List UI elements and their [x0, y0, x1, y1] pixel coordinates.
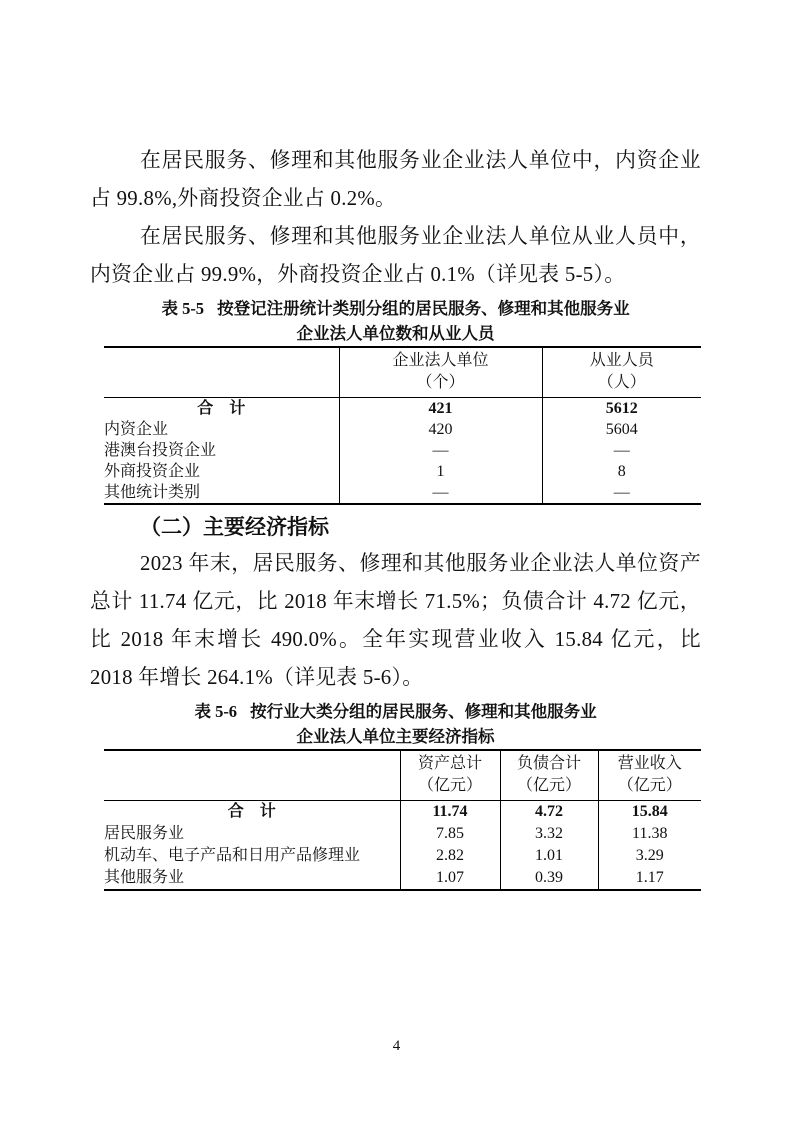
- header-title: 从业人员: [589, 352, 654, 369]
- table-header-cell-legal-units: [339, 347, 542, 398]
- cell-value: 2.82: [400, 845, 500, 867]
- table-5-6-header-row: [104, 750, 701, 801]
- row-label: 其他服务业: [104, 869, 185, 886]
- cell-value: 421: [339, 398, 542, 420]
- header-unit: （人）: [597, 374, 646, 391]
- table-row: [104, 482, 701, 504]
- cell-value: 11.38: [598, 823, 701, 845]
- cell-value: —: [542, 482, 701, 504]
- table-5-5-header-row: [104, 347, 701, 398]
- table-5-6-caption-prefix: 表 5-6: [194, 702, 238, 721]
- table-header-cell-empty: [104, 347, 339, 398]
- table-row: [104, 867, 701, 890]
- section-heading-economic-indicators: （二）主要经济指标: [140, 515, 329, 539]
- cell-value: 1.17: [598, 867, 701, 890]
- cell-value: 1.07: [400, 867, 500, 890]
- header-title: 营业收入: [617, 755, 682, 772]
- header-title: 负债合计: [516, 755, 581, 772]
- row-label: 合 计: [227, 803, 276, 820]
- cell-value: 5604: [542, 419, 701, 440]
- table-header-cell-revenue: [598, 750, 701, 801]
- table-5-5-caption-prefix: 表 5-5: [161, 299, 205, 318]
- table-5-5-caption: [90, 296, 701, 346]
- header-unit: （个）: [416, 374, 465, 391]
- page-number: 4: [392, 1038, 401, 1054]
- paragraph-economic-indicators: 2023 年末，居民服务、修理和其他服务业企业法人单位资产总计 11.74 亿元，比 2018 年末增长 71.5%；负债合计 4.72 亿元，比 2018 年末增长 490.0%。全年实现营业收入 15.84 亿元，比 2018 年增长 264.1%（详见表 5-6）。: [90, 552, 701, 689]
- row-label: 内资企业: [104, 421, 169, 438]
- table-row-total: [104, 801, 701, 824]
- table-row: [104, 823, 701, 845]
- row-label: 居民服务业: [104, 825, 185, 842]
- cell-value: 1: [339, 461, 542, 482]
- table-header-cell-empty: [104, 750, 400, 801]
- cell-value: 8: [542, 461, 701, 482]
- paragraph-employment-share: 在居民服务、修理和其他服务业企业法人单位从业人员中，内资企业占 99.9%，外商投资企业占 0.1%（详见表 5-5）。: [90, 225, 701, 286]
- table-5-5-caption-line2: 企业法人单位数和从业人员: [296, 324, 495, 343]
- row-label: 合 计: [197, 400, 246, 417]
- table-row: [104, 845, 701, 867]
- cell-value: 4.72: [500, 801, 598, 824]
- row-label: 港澳台投资企业: [104, 442, 217, 459]
- header-unit: （亿元）: [417, 777, 482, 794]
- header-unit: （亿元）: [516, 777, 581, 794]
- cell-value: 5612: [542, 398, 701, 420]
- table-header-cell-liabilities: [500, 750, 598, 801]
- cell-value: —: [542, 440, 701, 461]
- table-5-6-caption-line2: 企业法人单位主要经济指标: [296, 727, 495, 746]
- cell-value: 11.74: [400, 801, 500, 824]
- table-header-cell-employees: [542, 347, 701, 398]
- cell-value: 7.85: [400, 823, 500, 845]
- row-label: 其他统计类别: [104, 484, 201, 501]
- header-title: 企业法人单位: [392, 352, 489, 369]
- cell-value: 1.01: [500, 845, 598, 867]
- table-5-6-caption: [90, 699, 701, 749]
- row-label: 外商投资企业: [104, 463, 201, 480]
- table-row: [104, 419, 701, 440]
- cell-value: —: [339, 440, 542, 461]
- table-5-5-caption-title: 按登记注册统计类别分组的居民服务、修理和其他服务业: [217, 299, 630, 318]
- table-row: [104, 461, 701, 482]
- table-5-6-caption-title: 按行业大类分组的居民服务、修理和其他服务业: [250, 702, 597, 721]
- table-5-6-caption-line1: [90, 699, 701, 724]
- table-5-6: [104, 749, 701, 891]
- cell-value: 3.29: [598, 845, 701, 867]
- table-header-cell-assets: [400, 750, 500, 801]
- paragraph-domestic-share: 在居民服务、修理和其他服务业企业法人单位中，内资企业占 99.8%,外商投资企业占 0.2%。: [90, 149, 701, 210]
- row-label: 机动车、电子产品和日用产品修理业: [104, 847, 361, 864]
- cell-value: 420: [339, 419, 542, 440]
- table-row: [104, 440, 701, 461]
- table-5-5-caption-line1: [90, 296, 701, 321]
- header-title: 资产总计: [417, 755, 482, 772]
- cell-value: 15.84: [598, 801, 701, 824]
- cell-value: —: [339, 482, 542, 504]
- table-row-total: [104, 398, 701, 420]
- cell-value: 0.39: [500, 867, 598, 890]
- header-unit: （亿元）: [617, 777, 682, 794]
- table-5-5: [104, 346, 701, 505]
- cell-value: 3.32: [500, 823, 598, 845]
